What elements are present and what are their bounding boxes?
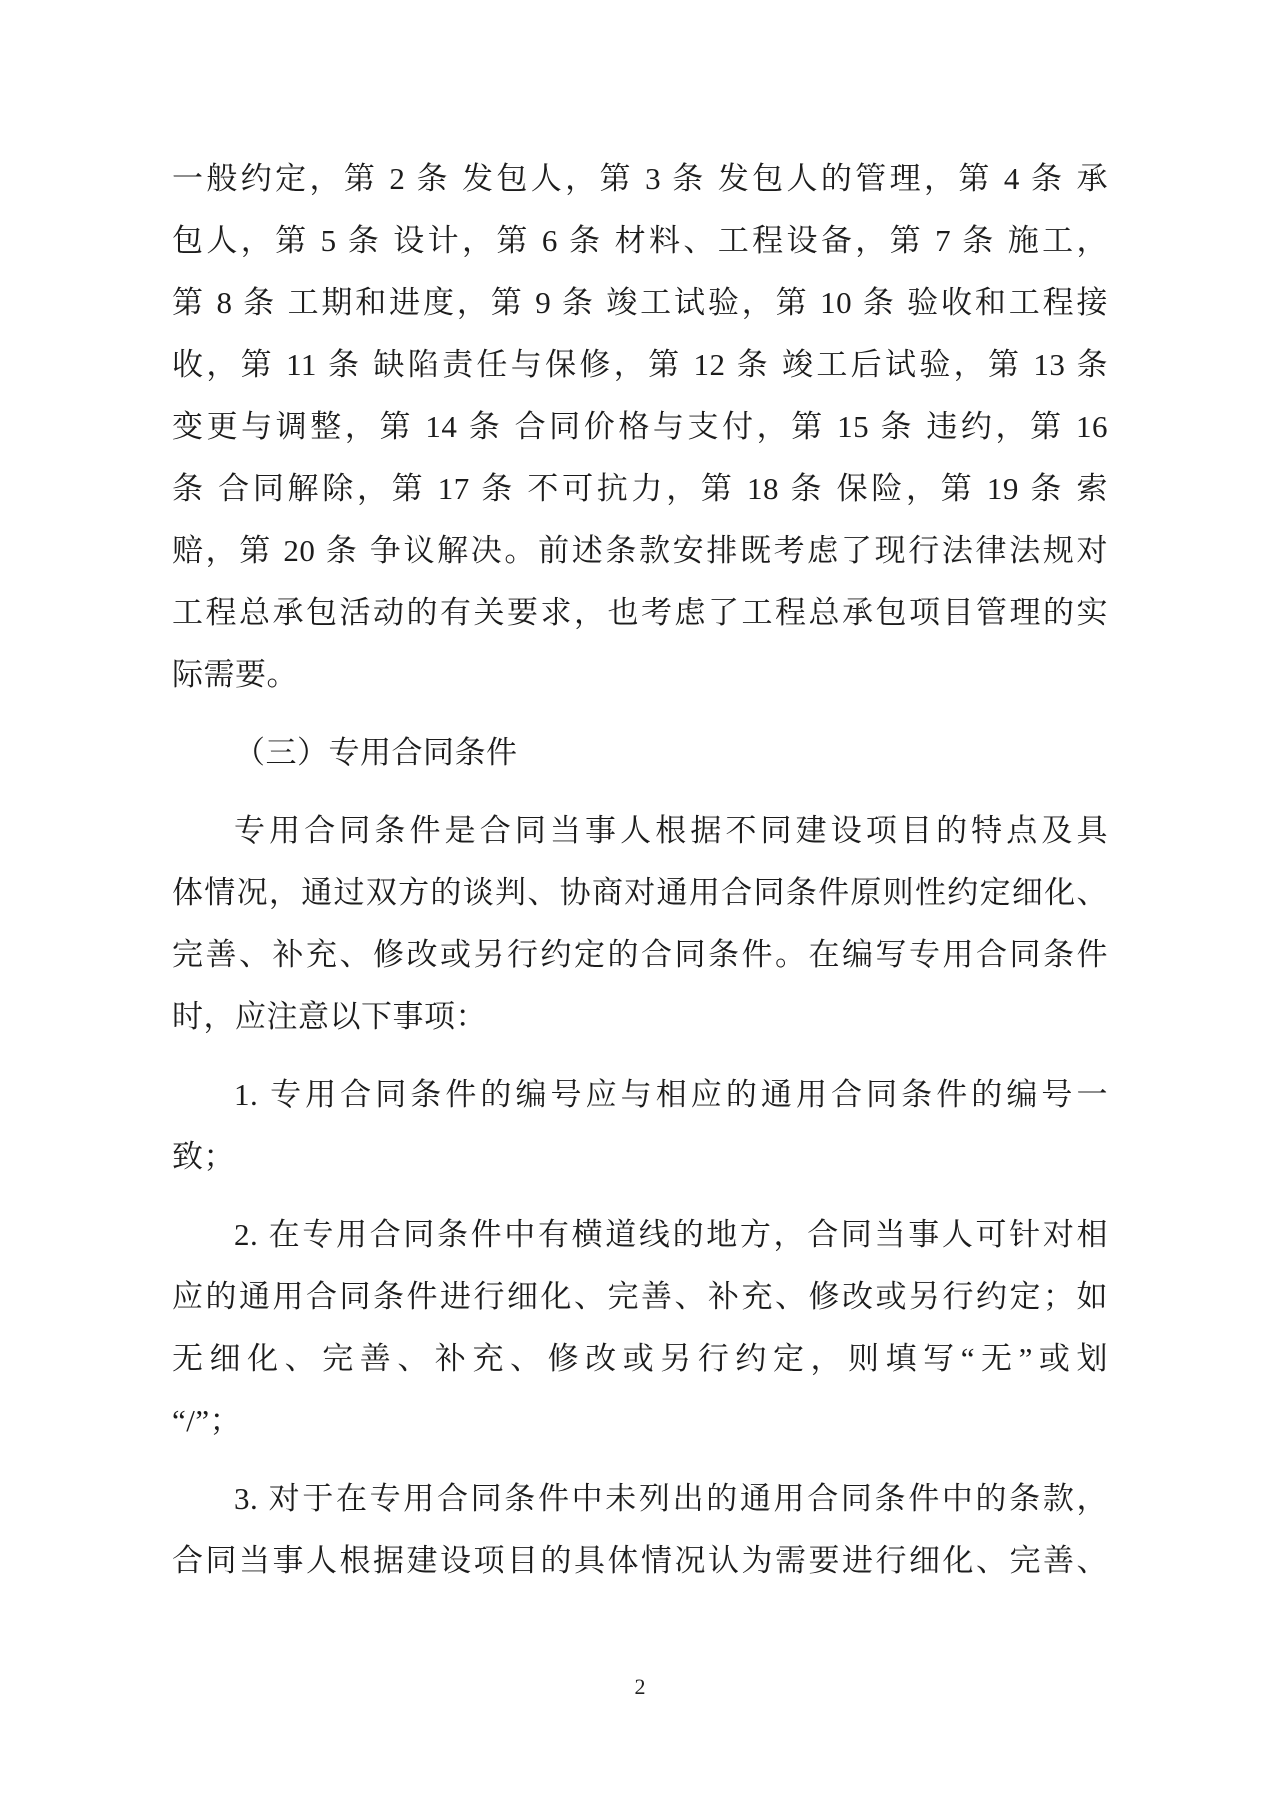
text-line: 变更与调整，第 14 条 合同价格与支付，第 15 条 违约，第 16 bbox=[172, 409, 1108, 444]
text-line: 专用合同条件是合同当事人根据不同建设项目的特点及具 bbox=[234, 813, 1108, 848]
text-line: （三）专用合同条件 bbox=[234, 735, 518, 770]
text-line: 赔，第 20 条 争议解决。前述条款安排既考虑了现行法律法规对 bbox=[172, 533, 1108, 568]
text-line: 包人，第 5 条 设计，第 6 条 材料、工程设备，第 7 条 施工， bbox=[172, 223, 1108, 258]
text-line: 收，第 11 条 缺陷责任与保修，第 12 条 竣工后试验，第 13 条 bbox=[172, 347, 1108, 382]
list-item bbox=[172, 1064, 1108, 1188]
text-line: 应的通用合同条件进行细化、完善、补充、修改或另行约定；如 bbox=[172, 1279, 1108, 1314]
text-line: 3. 对于在专用合同条件中未列出的通用合同条件中的条款， bbox=[234, 1481, 1108, 1516]
text-line: 合同当事人根据建设项目的具体情况认为需要进行细化、完善、 bbox=[172, 1543, 1108, 1578]
list-item bbox=[172, 1204, 1108, 1452]
text-line: 一般约定，第 2 条 发包人，第 3 条 发包人的管理，第 4 条 承 bbox=[172, 161, 1108, 196]
list-item bbox=[172, 1468, 1108, 1592]
text-line: 完善、补充、修改或另行约定的合同条件。在编写专用合同条件 bbox=[172, 937, 1108, 972]
document-body bbox=[172, 148, 1108, 1608]
text-line: 无细化、完善、补充、修改或另行约定，则填写“无”或划 bbox=[172, 1341, 1108, 1376]
text-line: “/”； bbox=[172, 1403, 242, 1438]
text-line: 际需要。 bbox=[172, 657, 298, 692]
page-number: 2 bbox=[634, 1674, 646, 1699]
text-line: 2. 在专用合同条件中有横道线的地方，合同当事人可针对相 bbox=[234, 1217, 1108, 1252]
text-line: 致； bbox=[172, 1139, 235, 1174]
text-line: 1. 专用合同条件的编号应与相应的通用合同条件的编号一 bbox=[234, 1077, 1108, 1112]
text-line: 工程总承包活动的有关要求，也考虑了工程总承包项目管理的实 bbox=[172, 595, 1108, 630]
text-line: 条 合同解除，第 17 条 不可抗力，第 18 条 保险，第 19 条 索 bbox=[172, 471, 1108, 506]
text-line: 时，应注意以下事项： bbox=[172, 999, 487, 1034]
section-heading bbox=[172, 722, 1108, 784]
text-line: 体情况，通过双方的谈判、协商对通用合同条件原则性约定细化、 bbox=[172, 875, 1108, 910]
text-line: 第 8 条 工期和进度，第 9 条 竣工试验，第 10 条 验收和工程接 bbox=[172, 285, 1108, 320]
paragraph bbox=[172, 148, 1108, 706]
paragraph bbox=[172, 800, 1108, 1048]
